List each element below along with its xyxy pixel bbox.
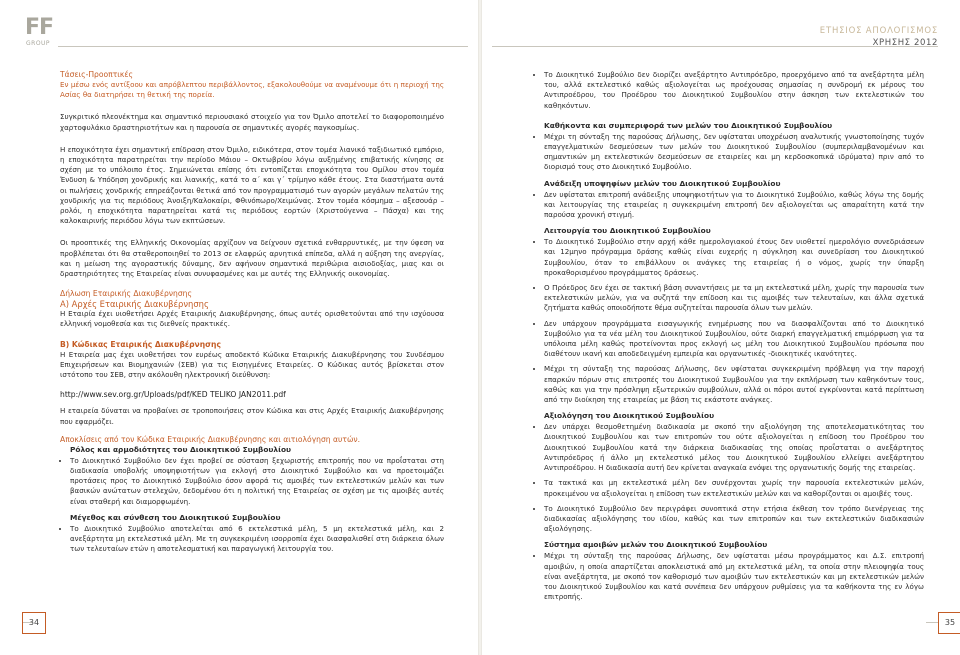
- report-title: ΕΤΗΣΙΟΣ ΑΠΟΛΟΓΙΣΜΟΣ: [819, 26, 938, 36]
- logo-subtext: GROUP: [26, 40, 51, 47]
- governance-principles-text: Η Εταιρία έχει υιοθετήσει Αρχές Εταιρικής Διακυβέρνησης, όπως αυτές ορισθετούνται από την ισχύουσα ελληνική νομοθεσία και τις διεθνείς πρακτικές.: [60, 309, 444, 329]
- header-rule: [58, 46, 468, 47]
- board-size-bullet: • Το Διοικητικό Συμβούλιο αποτελείται από 6 εκτελεστικά μέλη, 5 μη εκτελεστικά μέλη, και 2 ανεξάρτητα μη εκτελεστικά μέλη. Με τη συγκεκριμένη ισορροπία έχει διασφαλισθεί στη διάρκεια όλων των τελευταίων ετών η αποτελεσματική και παραγωγική λειτουργία του.: [70, 524, 444, 555]
- footer-rule-right: [926, 622, 938, 623]
- right-column: [534, 70, 924, 608]
- vice-chair-list: [534, 70, 924, 111]
- board-role-list: [60, 456, 444, 507]
- board-size-list: [60, 524, 444, 555]
- paragraph-seasonality: Η εποχικότητα έχει σημαντική επίδραση στον Όμιλο, ειδικότερα, στον τομέα λιανικό ταξιδιωτικό εμπόριο, η εποχικότητα παρατηρείται την περίοδο Μάιου – Οκτωβρίου λόγω αυξημένης επιβατικής κίνησης σε σχέση με το υπόλοιπο έτος. Σημειώνεται επίσης ότι εντοπίζεται εποχικότητα του Ομίλου στον τομέα Ένδυση & Υπόδηση χονδρικής και λιανικής, κατά το α΄ και γ΄ τρίμηνο κάθε έτους. Στα διαστήματα αυτά οι πωλήσεις χονδρικής επηρεάζονται θετικά από τον προγραμματισμό των αγορών μεγάλων πελατών της χονδρικής για τις περιόδους Άνοιξη/Καλοκαίρι, Φθινόπωρο/Χειμώνας. Στον τομέα κόσμημα – αξεσουάρ – ρολόι, η εποχικότητα παρατηρείται κατά τις περιόδους εορτών (Χριστούγεννα – Πάσχα) και της καλοκαιρινής περιόδου λόγω των εκπτώσεων.: [60, 144, 444, 226]
- evaluation-bullet-process: • Δεν υπάρχει θεσμοθετημένη διαδικασία με σκοπό την αξιολόγηση της αποτελεσματικότητας του Διοικητικού Συμβουλίου και των επιτροπών του ούτε αξιολογείται η επίδοση του Προέδρου του Διοικητικού Συμβουλίου κατά την διάρκεια διαδικασίας της οποίας προΐσταται ο ανεξάρτητος Αντιπρόεδρος ή άλλο μη εκτελεστικό μέλος του Διοικητικού Συμβουλίου ελλείψει ανεξάρτητου Αντιπροέδρου. Η διαδικασία αυτή δεν κρίνεται αναγκαία ενόψει της οργανωτικής δομής της εταιρείας.: [544, 422, 924, 473]
- paragraph-portfolio: Συγκριτικό πλεονέκτημα και σημαντικό περιουσιακό στοιχείο για τον Όμιλο αποτελεί το διαφοροποιημένο χαρτοφυλάκιο δραστηριοτήτων και η παρουσία σε σημαντικές αγορές παγκοσμίως.: [60, 112, 444, 132]
- operation-bullet-induction: • Δεν υπάρχουν προγράμματα εισαγωγικής ενημέρωσης που να διασφαλίζονται από το Διοικητικό Συμβούλιο για τα νέα μέλη του Διοικητικού Συμβουλίου, ούτε διαρκή επαγγελματική επιμόρφωση για τα υπόλοιπα μέλη καθώς προτείνονται προς εκλογή ως μέλη του Διοικητικού Συμβουλίου πρόσωπα που διαθέτουν ικανή και αποδεδειγμένη εμπειρία και οργανωτικές -διοικητικές ικανότητες.: [544, 319, 924, 360]
- operation-heading: Λειτουργία του Διοικητικού Συμβουλίου: [544, 226, 711, 236]
- remuneration-list: [534, 551, 924, 602]
- right-page: [480, 0, 960, 655]
- operation-list: [534, 237, 924, 405]
- governance-principles-heading: Α) Αρχές Εταιρικής Διακυβέρνησης: [60, 299, 209, 310]
- duties-heading: Καθήκοντα και συμπεριφορά των μελών του Διοικητικού Συμβουλίου: [544, 120, 833, 130]
- operation-bullet-calendar: • Το Διοικητικό Συμβούλιο στην αρχή κάθε ημερολογιακού έτους δεν υιοθετεί ημερολόγιο συνεδριάσεων και 12μηνο πρόγραμμα δράσης καθώς είναι ευχερής η σύγκληση και συνεδρίαση του Διοικητικού Συμβουλίου, όταν το επιβάλλουν οι ανάγκες της εταιρείας ή ο νόμος, χωρίς την ύπαρξη προκαθορισμένου προγράμματος δράσεως.: [544, 237, 924, 278]
- paragraph-economy: Οι προοπτικές της Ελληνικής Οικονομίας αρχίζουν να δείχνουν σχετικά ενθαρρυντικές, με την ύφεση να προβλέπεται ότι θα σταθεροποιηθεί το 2013 σε ελαφρώς αρνητικά επίπεδα, αλλά η αύξηση της ανεργίας, και η μείωση της αγοραστικής δύναμης, δεν αφήνουν σημαντικά περιθώρια αισιοδοξίας, μιας και οι δραστηριότητες της Εταιρείας είναι συνυφασμένες και με αυτές της Ελληνικής οικονομίας.: [60, 238, 444, 279]
- board-role-bullet: • Το Διοικητικό Συμβούλιο δεν έχει προβεί σε σύσταση ξεχωριστής επιτροπής που να προΐσταται στη διαδικασία υποβολής υποψηφιοτήτων για εκλογή στο Διοικητικό Συμβούλιο και να προετοιμάζει προτάσεις προς το Διοικητικό Συμβούλιο όσον αφορά τις αμοιβές των εκτελεστικών μελών και των βασικών ανώτατων στελεχών, δεδομένου ότι η πολιτική της Εταιρείας σε σχέση με τις αμοιβές αυτές είναι σταθερή και διαμορφωμένη.: [70, 456, 444, 507]
- governance-code-heading: Β) Κώδικας Εταιρικής Διακυβέρνησης: [60, 339, 221, 349]
- trends-text: Εν μέσω ενός αντίξοου και απρόβλεπτου περιβάλλοντος, εξακολουθούμε να αναμένουμε ότι η περιοχή της Ασίας θα διατηρήσει τη θετική της πορεία.: [60, 80, 444, 100]
- remuneration-bullet: • Μέχρι τη σύνταξη της παρούσας Δήλωσης, δεν υφίσταται μέσω προγράμματος και Δ.Σ. επιτροπή αμοιβών, η οποία απαρτίζεται αποκλειστικά από μη εκτελεστικά μέλη, τα οποία στην πλειοψηφία τους είναι ανεξάρτητα, με σκοπό τον καθορισμό των αμοιβών των εκτελεστικών και μη εκτελεστικών μελών του Διοικητικού Συμβουλίου και κατά συνέπεια δεν υπάρχουν ρυθμίσεις για τα καθήκοντα της εν λόγω επιτροπής.: [544, 551, 924, 602]
- operation-bullet-chair-meetings: • Ο Πρόεδρος δεν έχει σε τακτική βάση συναντήσεις με τα μη εκτελεστικά μέλη, χωρίς την παρουσία των εκτελεστικών μελών, για να συζητά την επίδοση και τις αμοιβές των τελευταίων, και άλλα σχετικά ζητήματα καθώς οποιοδήποτε θέμα συζητείται παρουσία όλων των μελών.: [544, 283, 924, 314]
- governance-code-text: Η Εταιρεία μας έχει υιοθετήσει τον ευρέως αποδεκτό Κώδικα Εταιρικής Διακυβέρνησης του Συνδέσμου Επιχειρήσεων και Βιομηχανιών (ΣΕΒ) για τις Εισηγμένες Εταιρείες. Ο Κώδικας αυτός βρίσκεται στον ιστότοπο του ΣΕΒ, στην ακόλουθη ηλεκτρονική διεύθυνση:: [60, 349, 444, 380]
- paragraph-amendments: Η εταιρεία δύναται να προβαίνει σε τροποποιήσεις στον Κώδικα και στις Αρχές Εταιρικής Διακυβέρνησης που εφαρμόζει.: [60, 406, 444, 426]
- evaluation-bullet-nonexec: • Τα τακτικά και μη εκτελεστικά μέλη δεν συνέρχονται χωρίς την παρουσία εκτελεστικών μελών, προκειμένου να αξιολογείται η επίδοση των εκτελεστικών μελών και να καθορίζονται οι αμοιβές τους.: [544, 478, 924, 498]
- evaluation-heading: Αξιολόγηση του Διοικητικού Συμβουλίου: [544, 411, 715, 421]
- evaluation-list: [534, 422, 924, 534]
- nomination-heading: Ανάδειξη υποψηφίων μελών του Διοικητικού Συμβουλίου: [544, 178, 781, 188]
- duties-bullet: • Μέχρι τη σύνταξη της παρούσας Δήλωσης, δεν υφίσταται υποχρέωση αναλυτικής γνωστοποίησης τυχόν επαγγελματικών δεσμεύσεων των μελών του Διοικητικού Συμβουλίου (συμπεριλαμβανομένων και σημαντικών μη εκτελεστικών δεσμεύσεων σε εταιρείες και μη κερδοσκοπικά ιδρύματα) πριν από το διορισμό τους στο Διοικητικό Συμβούλιο.: [544, 132, 924, 173]
- board-size-heading: Μέγεθος και σύνθεση του Διοικητικού Συμβουλίου: [70, 512, 281, 522]
- evaluation-bullet-report: • Το Διοικητικό Συμβούλιο δεν περιγράφει συνοπτικά στην ετήσια έκθεση τον τρόπο διενέργειας της διαδικασίας αξιολόγησης του ιδίου, καθώς και των επιτροπών και των εκτελεστικών διαδικασιών αξιολόγησης.: [544, 504, 924, 535]
- header-rule-right: [492, 46, 938, 47]
- operation-bullet-resources: • Μέχρι τη σύνταξη της παρούσας Δήλωσης, δεν υφίσταται συγκεκριμένη πρόβλεψη για την παροχή επαρκών πόρων στις επιτροπές του Διοικητικού Συμβουλίου για την εκπλήρωση των καθηκόντων τους, καθώς και για την πρόσληψη εξωτερικών συμβούλων, αλλά οι πόροι αυτοί εγκρίνονται κατά περίπτωση από την διοίκηση της εταιρείας με βάση τις εκάστοτε ανάγκες.: [544, 364, 924, 405]
- logo-text: FF: [25, 15, 54, 40]
- duties-list: [534, 132, 924, 173]
- deviations-heading: Αποκλίσεις από τον Κώδικα Εταιρικής Διακυβέρνησης και αιτιολόγηση αυτών.: [60, 434, 361, 444]
- vice-chair-bullet: • Το Διοικητικό Συμβούλιο δεν διορίζει ανεξάρτητο Αντιπρόεδρο, προερχόμενο από τα ανεξάρτητα μέλη του, αλλά εκτελεστικό καθώς αξιολογείται ως προέχουσας σημασίας η συνδρομή εκ μέρους του Αντιπροέδρου, του Προέδρου του Διοικητικού Συμβουλίου στην άσκηση των εκτελεστικών του καθηκόντων.: [544, 70, 924, 111]
- report-year: ΧΡΗΣΗΣ 2012: [872, 38, 938, 48]
- sev-code-link[interactable]: http://www.sev.org.gr/Uploads/pdf/KED TELIKO JAN2011.pdf: [60, 390, 286, 400]
- left-column: [60, 70, 444, 561]
- company-logo: [25, 15, 54, 47]
- board-role-heading: Ρόλος και αρμοδιότητες του Διοικητικού Συμβουλίου: [70, 444, 292, 454]
- page-number-right: 35: [938, 612, 960, 634]
- governance-statement-heading: Δήλωση Εταιρικής Διακυβέρνησης: [60, 289, 192, 299]
- nomination-bullet: • Δεν υφίσταται επιτροπή ανάδειξης υποψηφιοτήτων για το Διοικητικό Συμβούλιο, καθώς λόγω της δομής και λειτουργίας της εταιρείας η συγκεκριμένη επιτροπή δεν αξιολογείται ως απαραίτητη κατά την παρούσα χρονική στιγμή.: [544, 190, 924, 221]
- page-number-left: 34: [22, 612, 46, 634]
- trends-heading: Τάσεις-Προοπτικές: [60, 70, 133, 79]
- remuneration-heading: Σύστημα αμοιβών μελών του Διοικητικού Συμβουλίου: [544, 540, 768, 550]
- nomination-list: [534, 190, 924, 221]
